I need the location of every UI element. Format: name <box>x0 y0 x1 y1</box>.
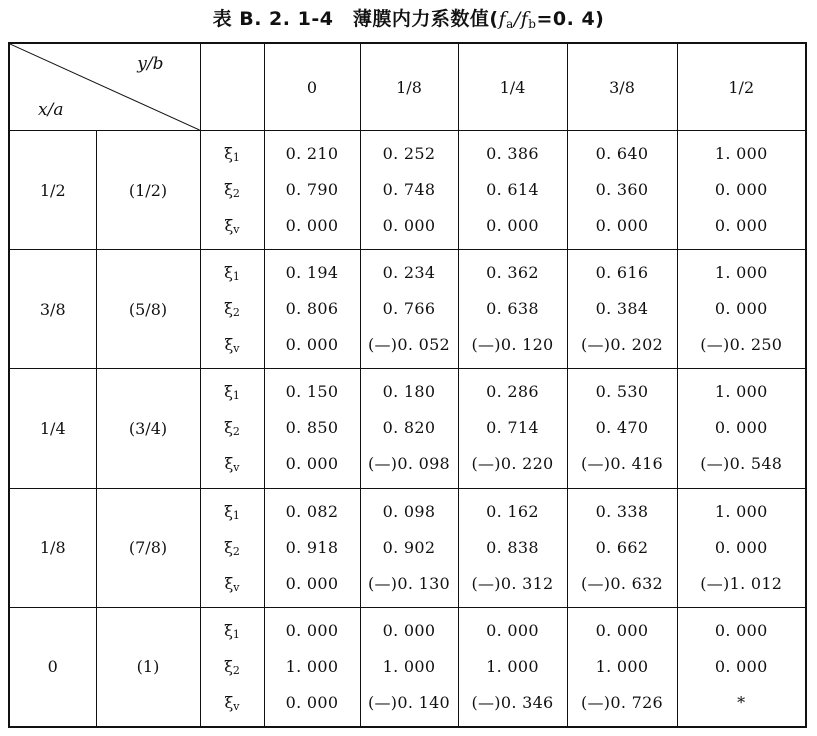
xiv-value: (—)0. 416 <box>580 454 664 474</box>
xi1-value: 0. 234 <box>382 263 436 283</box>
coefficient-symbols <box>200 607 264 727</box>
xiv-value: (—)0. 202 <box>580 335 664 355</box>
xi2-symbol: $\xi_2$ <box>224 418 240 439</box>
coefficient-symbols <box>200 250 264 369</box>
xiv-value: (—)0. 140 <box>367 692 451 712</box>
value-cell <box>458 131 567 250</box>
xi1-value: 0. 530 <box>595 382 649 402</box>
xiv-value: (—)0. 120 <box>471 335 554 355</box>
xi1-value: 0. 000 <box>714 620 768 640</box>
xi2-value: 0. 806 <box>285 299 339 319</box>
xi1-value: 0. 150 <box>285 382 339 402</box>
xi1-symbol: $\xi_1$ <box>224 382 240 403</box>
xiv-value: (—)0. 548 <box>700 454 783 474</box>
coefficient-table <box>8 42 807 728</box>
xi2-symbol: $\xi_2$ <box>224 180 240 201</box>
x-over-a-value: 1/8 <box>9 488 96 607</box>
xi1-value: 0. 362 <box>486 263 539 283</box>
xiv-symbol: $\xi_v$ <box>224 216 240 237</box>
xi2-value: 0. 838 <box>486 537 539 557</box>
xiv-value: 0. 000 <box>285 692 339 712</box>
xi2-value: 0. 470 <box>595 418 649 438</box>
xiv-value: (—)0. 098 <box>367 454 451 474</box>
xi1-value: 0. 640 <box>595 144 649 164</box>
value-cell <box>567 369 677 488</box>
table-row <box>9 250 806 369</box>
xiv-value: (—)0. 052 <box>367 335 451 355</box>
xi2-value: 0. 360 <box>595 180 649 200</box>
value-cell <box>458 369 567 488</box>
xi2-symbol: $\xi_2$ <box>224 537 240 558</box>
table-row <box>9 369 806 488</box>
x-over-a-value: 3/8 <box>9 250 96 369</box>
title-f-b: $f_b$ <box>520 8 537 31</box>
xiv-value: (—)0. 312 <box>471 573 554 593</box>
xi2-value: 1. 000 <box>595 656 649 676</box>
title-ratio: =0. 4) <box>536 8 605 30</box>
xi2-value: 0. 790 <box>285 180 339 200</box>
xi1-value: 0. 162 <box>486 501 539 521</box>
value-cell <box>360 369 458 488</box>
xi2-value: 0. 662 <box>595 537 649 557</box>
value-cell <box>360 607 458 727</box>
value-cell <box>677 488 806 607</box>
table-row <box>9 488 806 607</box>
xi2-value: 0. 638 <box>486 299 539 319</box>
xiv-value: 0. 000 <box>382 216 436 236</box>
value-cell <box>264 131 360 250</box>
xi2-value: 0. 000 <box>714 656 768 676</box>
value-cell <box>264 250 360 369</box>
value-cell <box>567 488 677 607</box>
table-title <box>0 4 817 31</box>
xiv-symbol: $\xi_v$ <box>224 335 240 356</box>
xiv-value: 0. 000 <box>285 335 339 355</box>
xi2-value: 0. 748 <box>382 180 436 200</box>
xi2-value: 0. 902 <box>382 537 436 557</box>
xiv-value: 0. 000 <box>595 216 649 236</box>
value-cell <box>677 369 806 488</box>
value-cell <box>360 488 458 607</box>
xi1-value: 0. 082 <box>285 501 339 521</box>
title-prefix: 表 B. 2. 1-4 薄膜内力系数值( <box>212 8 499 30</box>
title-f-a: $f_a$ <box>498 8 514 31</box>
xi2-value: 1. 000 <box>382 656 436 676</box>
x-over-a-alt-value: (7/8) <box>96 488 200 607</box>
xi1-value: 0. 180 <box>382 382 436 402</box>
xiv-value: (—)0. 250 <box>700 335 783 355</box>
coefficient-symbols <box>200 488 264 607</box>
value-cell <box>567 607 677 727</box>
xiv-value: 0. 000 <box>285 216 339 236</box>
xiv-value: 0. 000 <box>714 216 768 236</box>
xi1-value: 0. 386 <box>486 144 539 164</box>
xi1-symbol: $\xi_1$ <box>224 144 240 165</box>
xi1-value: 0. 194 <box>285 263 339 283</box>
xi1-value: 0. 000 <box>486 620 539 640</box>
value-cell <box>677 131 806 250</box>
xi1-symbol: $\xi_1$ <box>224 501 240 522</box>
xi2-symbol: $\xi_2$ <box>224 299 240 320</box>
xi2-value: 0. 918 <box>285 537 339 557</box>
xi2-value: 0. 614 <box>486 180 539 200</box>
x-over-a-value: 1/4 <box>9 369 96 488</box>
x-over-a-alt-value: (1/2) <box>96 131 200 250</box>
xiv-value: (—)0. 220 <box>471 454 554 474</box>
xi2-value: 0. 000 <box>714 418 768 438</box>
column-header: 1/2 <box>677 43 806 131</box>
xi1-value: 0. 098 <box>382 501 436 521</box>
xi1-value: 0. 252 <box>382 144 436 164</box>
value-cell <box>264 488 360 607</box>
value-cell <box>567 250 677 369</box>
xi1-value: 1. 000 <box>714 382 768 402</box>
x-over-a-value: 1/2 <box>9 131 96 250</box>
xi2-value: 0. 384 <box>595 299 649 319</box>
xiv-value: (—)0. 346 <box>471 692 554 712</box>
xi1-value: 0. 210 <box>285 144 339 164</box>
value-cell <box>677 607 806 727</box>
xiv-value: 0. 000 <box>486 216 539 236</box>
xi1-value: 0. 000 <box>382 620 436 640</box>
xi2-value: 0. 714 <box>486 418 539 438</box>
xi2-value: 0. 000 <box>714 299 768 319</box>
column-header: 0 <box>264 43 360 131</box>
xi2-value: 1. 000 <box>486 656 539 676</box>
x-over-a-alt-value: (3/4) <box>96 369 200 488</box>
value-cell <box>360 131 458 250</box>
xi1-value: 1. 000 <box>714 263 768 283</box>
xiv-value: (—)0. 632 <box>580 573 664 593</box>
xi1-symbol: $\xi_1$ <box>224 263 240 284</box>
xiv-value: (—)0. 726 <box>580 692 664 712</box>
value-cell <box>360 250 458 369</box>
value-cell <box>458 488 567 607</box>
xi1-value: 0. 616 <box>595 263 649 283</box>
xi2-value: 0. 000 <box>714 180 768 200</box>
x-over-a-alt-value: (1) <box>96 607 200 727</box>
value-cell <box>458 250 567 369</box>
x-over-a-value: 0 <box>9 607 96 727</box>
value-cell <box>458 607 567 727</box>
xi2-value: 0. 850 <box>285 418 339 438</box>
xi1-value: 1. 000 <box>714 501 768 521</box>
xi1-value: 0. 000 <box>595 620 649 640</box>
xiv-value: 0. 000 <box>285 573 339 593</box>
value-cell <box>264 607 360 727</box>
xiv-value: * <box>737 692 746 712</box>
header-row <box>9 43 806 131</box>
xi2-symbol: $\xi_2$ <box>224 656 240 677</box>
value-cell <box>264 369 360 488</box>
xi2-value: 0. 820 <box>382 418 436 438</box>
title-slash: / <box>513 8 521 30</box>
xi1-value: 1. 000 <box>714 144 768 164</box>
column-header: 3/8 <box>567 43 677 131</box>
xiv-symbol: $\xi_v$ <box>224 454 240 475</box>
coefficient-symbols <box>200 369 264 488</box>
diagonal-header-cell <box>9 43 200 131</box>
xi2-value: 1. 000 <box>285 656 339 676</box>
xi1-value: 0. 000 <box>285 620 339 640</box>
xiv-value: (—)0. 130 <box>367 573 451 593</box>
x-over-a-label: x/a <box>38 100 64 120</box>
x-over-a-alt-value: (5/8) <box>96 250 200 369</box>
coefficient-symbols <box>200 131 264 250</box>
xi2-value: 0. 766 <box>382 299 436 319</box>
xi1-value: 0. 286 <box>486 382 539 402</box>
header-symbol-spacer <box>200 43 264 131</box>
xi2-value: 0. 000 <box>714 537 768 557</box>
xiv-symbol: $\xi_v$ <box>224 692 240 713</box>
xiv-value: 0. 000 <box>285 454 339 474</box>
table-row <box>9 607 806 727</box>
value-cell <box>677 250 806 369</box>
xi1-value: 0. 338 <box>595 501 649 521</box>
column-header: 1/4 <box>458 43 567 131</box>
xiv-symbol: $\xi_v$ <box>224 573 240 594</box>
xiv-value: (—)1. 012 <box>700 573 783 593</box>
y-over-b-label: y/b <box>137 54 164 74</box>
table-row <box>9 131 806 250</box>
xi1-symbol: $\xi_1$ <box>224 620 240 641</box>
column-header: 1/8 <box>360 43 458 131</box>
value-cell <box>567 131 677 250</box>
